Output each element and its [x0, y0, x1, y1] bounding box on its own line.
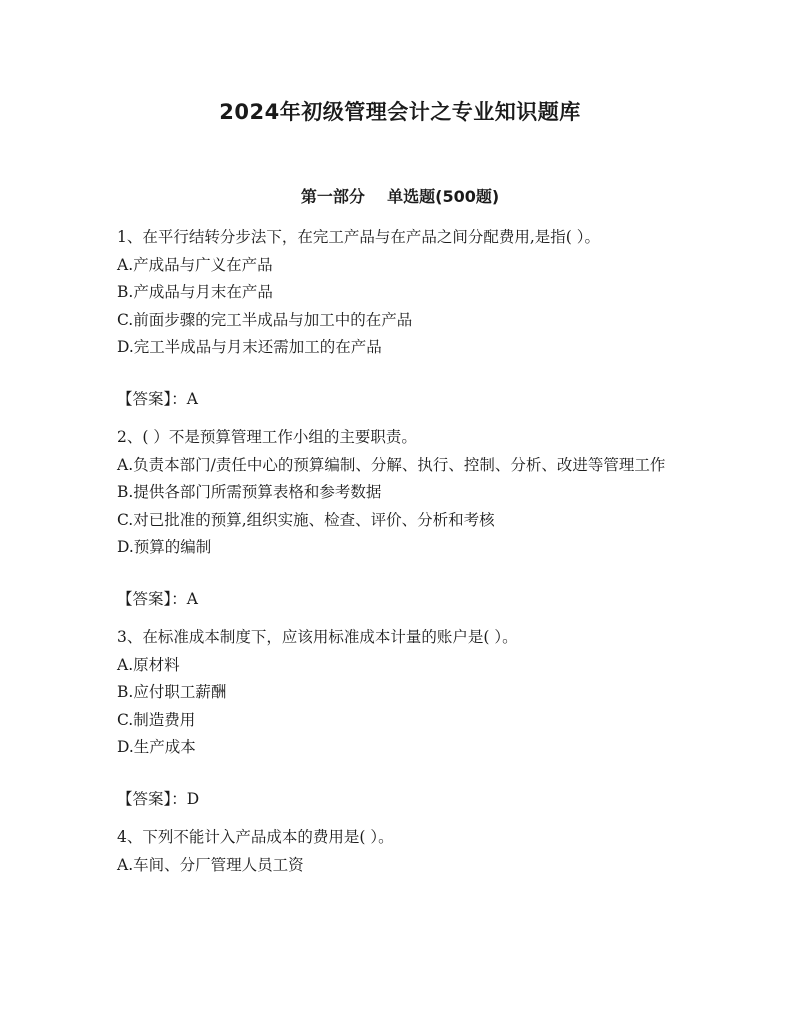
option-c: C.制造费用	[117, 710, 196, 729]
question-stem: 4、下列不能计入产品成本的费用是( ）。	[117, 828, 394, 846]
document-title: 2024年初级管理会计之专业知识题库	[219, 100, 581, 124]
option-a: A.原材料	[117, 655, 180, 674]
section-heading: 第一部分 单选题(500题)	[300, 187, 500, 206]
question-stem: 2、( ）不是预算管理工作小组的主要职责。	[117, 428, 417, 446]
option-a: A.产成品与广义在产品	[117, 255, 273, 274]
question-item	[117, 224, 687, 413]
option-d: D.生产成本	[117, 738, 196, 756]
question-stem: 1、在平行结转分步法下，在完工产品与在产品之间分配费用,是指( ）。	[117, 228, 601, 246]
question-item	[117, 824, 687, 879]
option-b: B.应付职工薪酬	[117, 683, 227, 701]
answer-line	[117, 586, 687, 614]
option-a: A.车间、分厂管理人员工资	[117, 855, 304, 874]
option-c: C.对已批准的预算,组织实施、检查、评价、分析和考核	[117, 510, 495, 529]
option-c: C.前面步骤的完工半成品与加工中的在产品	[117, 310, 413, 329]
answer-value: ：A	[171, 389, 198, 408]
answer-value: ：D	[171, 789, 200, 808]
option-d: D.完工半成品与月末还需加工的在产品	[117, 338, 382, 356]
answer-line	[117, 386, 687, 414]
answer-label: 【答案】	[117, 389, 172, 408]
option-b: B.产成品与月末在产品	[117, 283, 273, 301]
option-a: A.负责本部门/责任中心的预算编制、分解、执行、控制、分析、改进等管理工作	[117, 455, 666, 474]
question-item	[117, 424, 687, 613]
option-b: B.提供各部门所需预算表格和参考数据	[117, 483, 382, 501]
question-list	[117, 224, 687, 879]
answer-label: 【答案】	[117, 789, 172, 808]
question-item	[117, 624, 687, 813]
question-stem: 3、在标准成本制度下，应该用标准成本计量的账户是( ）。	[117, 628, 518, 646]
answer-line	[117, 786, 687, 814]
option-d: D.预算的编制	[117, 538, 212, 556]
answer-label: 【答案】	[117, 589, 172, 608]
answer-value: ：A	[171, 589, 198, 608]
